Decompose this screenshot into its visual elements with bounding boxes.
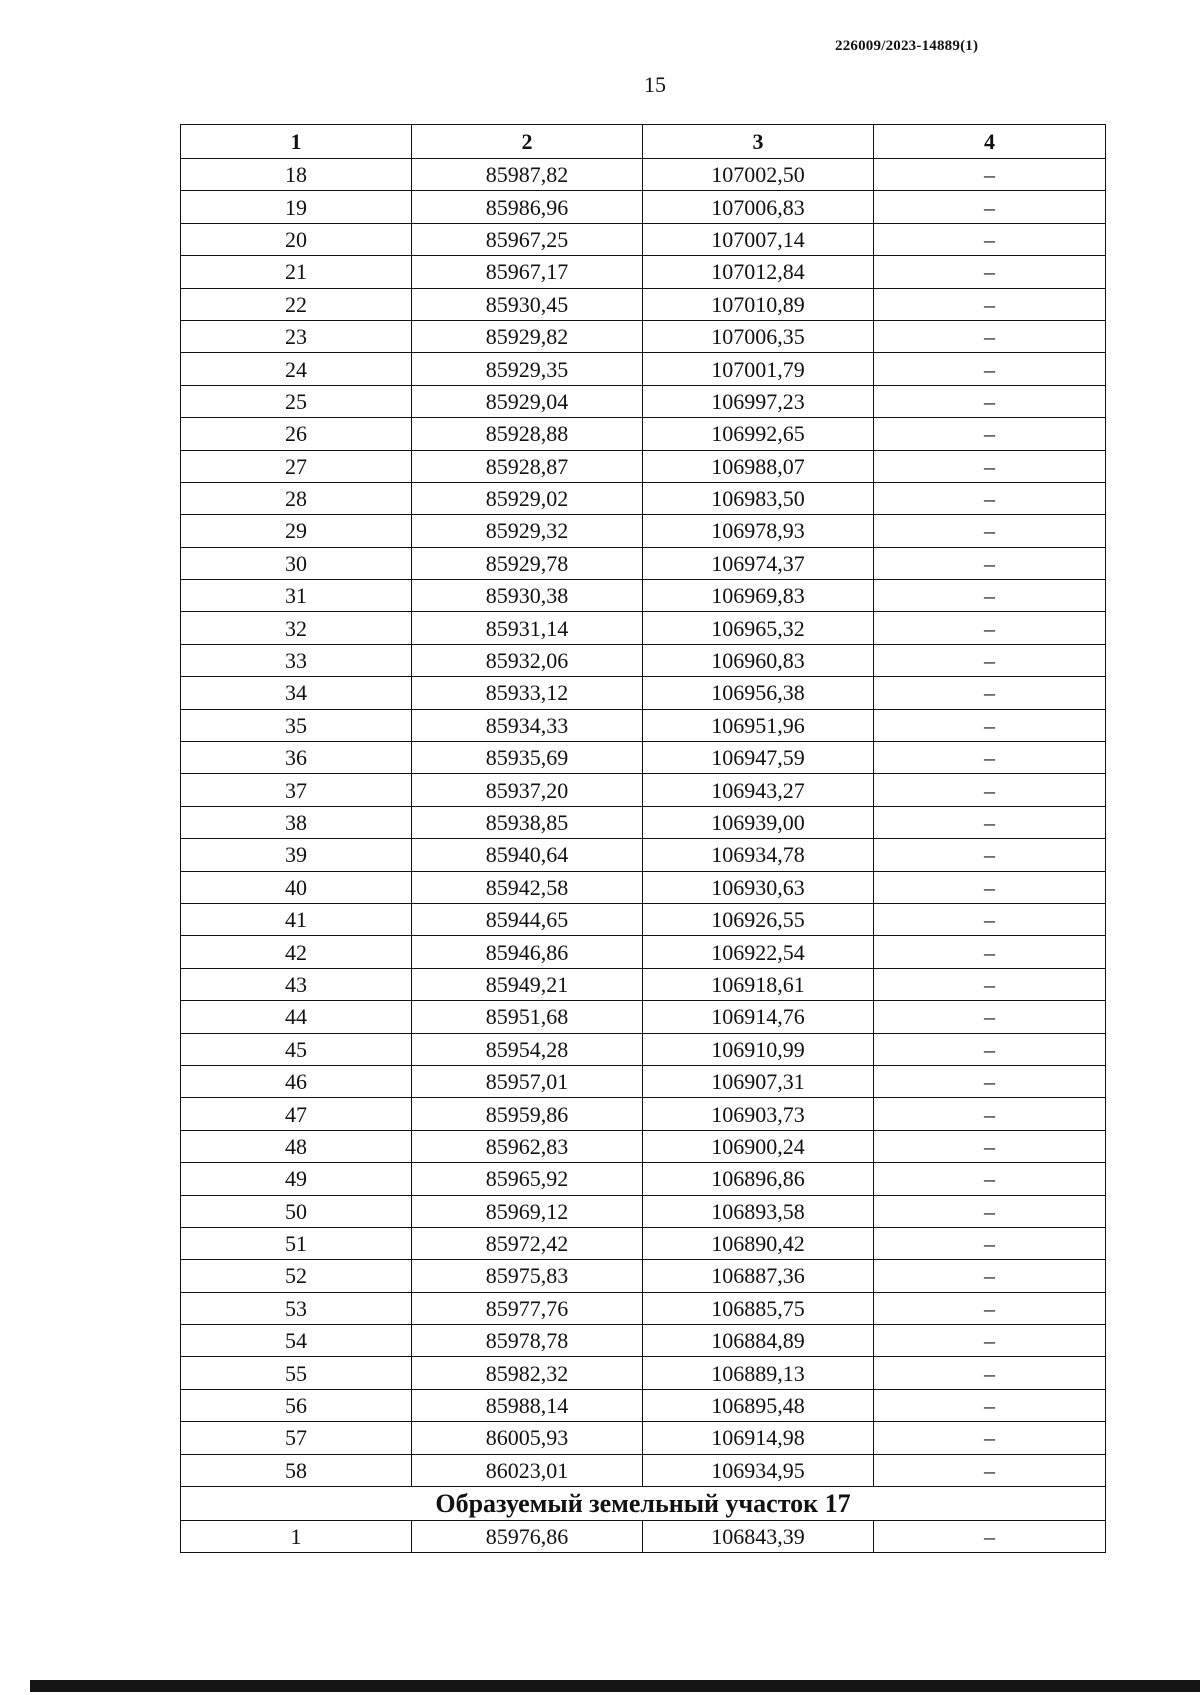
y-coordinate-cell: 106914,98 [643, 1422, 874, 1454]
y-coordinate-cell: 106895,48 [643, 1389, 874, 1421]
note-cell: – [874, 580, 1106, 612]
note-cell: – [874, 288, 1106, 320]
y-coordinate-cell: 106939,00 [643, 806, 874, 838]
point-number-cell: 28 [181, 482, 412, 514]
x-coordinate-cell: 85962,83 [412, 1130, 643, 1162]
x-coordinate-cell: 85969,12 [412, 1195, 643, 1227]
point-number-cell: 55 [181, 1357, 412, 1389]
note-cell: – [874, 677, 1106, 709]
y-coordinate-cell: 106983,50 [643, 482, 874, 514]
table-row [181, 742, 1106, 774]
y-coordinate-cell: 106934,78 [643, 839, 874, 871]
table-row [181, 1195, 1106, 1227]
point-number-cell: 40 [181, 871, 412, 903]
x-coordinate-cell: 85930,45 [412, 288, 643, 320]
table-row [181, 191, 1106, 223]
column-header: 2 [412, 125, 643, 159]
x-coordinate-cell: 85942,58 [412, 871, 643, 903]
note-cell: – [874, 1357, 1106, 1389]
point-number-cell: 18 [181, 159, 412, 191]
table-row [181, 612, 1106, 644]
point-number-cell: 49 [181, 1163, 412, 1195]
x-coordinate-cell: 85982,32 [412, 1357, 643, 1389]
note-cell: – [874, 612, 1106, 644]
table-row [181, 1163, 1106, 1195]
note-cell: – [874, 1001, 1106, 1033]
table-row [181, 482, 1106, 514]
y-coordinate-cell: 106907,31 [643, 1065, 874, 1097]
y-coordinate-cell: 107002,50 [643, 159, 874, 191]
point-number-cell: 57 [181, 1422, 412, 1454]
column-header: 4 [874, 125, 1106, 159]
y-coordinate-cell: 106978,93 [643, 515, 874, 547]
note-cell: – [874, 968, 1106, 1000]
point-number-cell: 52 [181, 1260, 412, 1292]
x-coordinate-cell: 85935,69 [412, 742, 643, 774]
point-number-cell: 42 [181, 936, 412, 968]
y-coordinate-cell: 107006,35 [643, 320, 874, 352]
x-coordinate-cell: 85933,12 [412, 677, 643, 709]
note-cell: – [874, 774, 1106, 806]
y-coordinate-cell: 106914,76 [643, 1001, 874, 1033]
x-coordinate-cell: 85967,17 [412, 256, 643, 288]
y-coordinate-cell: 106890,42 [643, 1227, 874, 1259]
section-row [181, 1487, 1106, 1521]
x-coordinate-cell: 85928,88 [412, 418, 643, 450]
table-header-row [181, 125, 1106, 159]
point-number-cell: 29 [181, 515, 412, 547]
y-coordinate-cell: 106956,38 [643, 677, 874, 709]
table-row [181, 839, 1106, 871]
table-row [181, 515, 1106, 547]
note-cell: – [874, 159, 1106, 191]
x-coordinate-cell: 85988,14 [412, 1389, 643, 1421]
note-cell: – [874, 1098, 1106, 1130]
point-number-cell: 24 [181, 353, 412, 385]
point-number-cell: 48 [181, 1130, 412, 1162]
note-cell: – [874, 709, 1106, 741]
table-row [181, 1389, 1106, 1421]
point-number-cell: 39 [181, 839, 412, 871]
note-cell: – [874, 418, 1106, 450]
point-number-cell: 37 [181, 774, 412, 806]
x-coordinate-cell: 85959,86 [412, 1098, 643, 1130]
note-cell: – [874, 353, 1106, 385]
y-coordinate-cell: 106889,13 [643, 1357, 874, 1389]
note-cell: – [874, 1292, 1106, 1324]
x-coordinate-cell: 85929,04 [412, 385, 643, 417]
note-cell: – [874, 223, 1106, 255]
note-cell: – [874, 742, 1106, 774]
y-coordinate-cell: 106887,36 [643, 1260, 874, 1292]
note-cell: – [874, 1389, 1106, 1421]
x-coordinate-cell: 85929,35 [412, 353, 643, 385]
note-cell: – [874, 547, 1106, 579]
point-number-cell: 54 [181, 1325, 412, 1357]
table-row [181, 418, 1106, 450]
point-number-cell: 38 [181, 806, 412, 838]
table-row [181, 1357, 1106, 1389]
point-number-cell: 41 [181, 903, 412, 935]
note-cell: – [874, 839, 1106, 871]
note-cell: – [874, 256, 1106, 288]
point-number-cell: 30 [181, 547, 412, 579]
note-cell: – [874, 515, 1106, 547]
x-coordinate-cell: 85957,01 [412, 1065, 643, 1097]
note-cell: – [874, 644, 1106, 676]
x-coordinate-cell: 85946,86 [412, 936, 643, 968]
table-row [181, 320, 1106, 352]
table-row [181, 580, 1106, 612]
point-number-cell: 51 [181, 1227, 412, 1259]
table-row [181, 385, 1106, 417]
table-row [181, 1422, 1106, 1454]
point-number-cell: 58 [181, 1454, 412, 1486]
x-coordinate-cell: 85932,06 [412, 644, 643, 676]
y-coordinate-cell: 106934,95 [643, 1454, 874, 1486]
x-coordinate-cell: 85965,92 [412, 1163, 643, 1195]
point-number-cell: 25 [181, 385, 412, 417]
table-row [181, 1227, 1106, 1259]
point-number-cell: 32 [181, 612, 412, 644]
note-cell: – [874, 482, 1106, 514]
note-cell: – [874, 1260, 1106, 1292]
table-row [181, 1033, 1106, 1065]
x-coordinate-cell: 85929,02 [412, 482, 643, 514]
page-number: 15 [644, 72, 666, 97]
point-number-cell: 1 [181, 1521, 412, 1553]
x-coordinate-cell: 85934,33 [412, 709, 643, 741]
table-row [181, 677, 1106, 709]
column-header: 3 [643, 125, 874, 159]
note-cell: – [874, 191, 1106, 223]
x-coordinate-cell: 85937,20 [412, 774, 643, 806]
point-number-cell: 31 [181, 580, 412, 612]
y-coordinate-cell: 107006,83 [643, 191, 874, 223]
table-row [181, 1098, 1106, 1130]
x-coordinate-cell: 85951,68 [412, 1001, 643, 1033]
note-cell: – [874, 1065, 1106, 1097]
table-row [181, 288, 1106, 320]
table-row [181, 1065, 1106, 1097]
y-coordinate-cell: 106965,32 [643, 612, 874, 644]
x-coordinate-cell: 85972,42 [412, 1227, 643, 1259]
point-number-cell: 53 [181, 1292, 412, 1324]
scan-edge-bar [30, 1680, 1200, 1692]
table-row [181, 353, 1106, 385]
x-coordinate-cell: 85928,87 [412, 450, 643, 482]
y-coordinate-cell: 106969,83 [643, 580, 874, 612]
y-coordinate-cell: 106997,23 [643, 385, 874, 417]
table-row [181, 871, 1106, 903]
x-coordinate-cell: 85938,85 [412, 806, 643, 838]
point-number-cell: 46 [181, 1065, 412, 1097]
table-body [181, 159, 1106, 1553]
note-cell: – [874, 1163, 1106, 1195]
x-coordinate-cell: 85929,32 [412, 515, 643, 547]
y-coordinate-cell: 106960,83 [643, 644, 874, 676]
note-cell: – [874, 1195, 1106, 1227]
note-cell: – [874, 1422, 1106, 1454]
y-coordinate-cell: 106947,59 [643, 742, 874, 774]
note-cell: – [874, 1521, 1106, 1553]
table-row [181, 256, 1106, 288]
point-number-cell: 34 [181, 677, 412, 709]
y-coordinate-cell: 106943,27 [643, 774, 874, 806]
y-coordinate-cell: 106896,86 [643, 1163, 874, 1195]
point-number-cell: 21 [181, 256, 412, 288]
x-coordinate-cell: 85929,78 [412, 547, 643, 579]
point-number-cell: 56 [181, 1389, 412, 1421]
point-number-cell: 44 [181, 1001, 412, 1033]
table-row [181, 774, 1106, 806]
table-row [181, 1260, 1106, 1292]
y-coordinate-cell: 106930,63 [643, 871, 874, 903]
y-coordinate-cell: 106893,58 [643, 1195, 874, 1227]
point-number-cell: 45 [181, 1033, 412, 1065]
x-coordinate-cell: 85967,25 [412, 223, 643, 255]
table-row [181, 1001, 1106, 1033]
column-header: 1 [181, 125, 412, 159]
point-number-cell: 19 [181, 191, 412, 223]
note-cell: – [874, 903, 1106, 935]
x-coordinate-cell: 85987,82 [412, 159, 643, 191]
note-cell: – [874, 1130, 1106, 1162]
table-row [181, 1521, 1106, 1553]
x-coordinate-cell: 85975,83 [412, 1260, 643, 1292]
note-cell: – [874, 320, 1106, 352]
note-cell: – [874, 936, 1106, 968]
y-coordinate-cell: 106988,07 [643, 450, 874, 482]
point-number-cell: 43 [181, 968, 412, 1000]
x-coordinate-cell: 86005,93 [412, 1422, 643, 1454]
note-cell: – [874, 450, 1106, 482]
x-coordinate-cell: 85940,64 [412, 839, 643, 871]
table-row [181, 1325, 1106, 1357]
y-coordinate-cell: 106910,99 [643, 1033, 874, 1065]
note-cell: – [874, 806, 1106, 838]
y-coordinate-cell: 106884,89 [643, 1325, 874, 1357]
table-row [181, 223, 1106, 255]
table-row [181, 450, 1106, 482]
y-coordinate-cell: 106843,39 [643, 1521, 874, 1553]
point-number-cell: 20 [181, 223, 412, 255]
coordinates-table [180, 124, 1106, 1553]
x-coordinate-cell: 85954,28 [412, 1033, 643, 1065]
table-row [181, 159, 1106, 191]
note-cell: – [874, 1454, 1106, 1486]
note-cell: – [874, 1325, 1106, 1357]
x-coordinate-cell: 85930,38 [412, 580, 643, 612]
section-title: Образуемый земельный участок 17 [181, 1487, 1106, 1521]
y-coordinate-cell: 106974,37 [643, 547, 874, 579]
table-row [181, 1130, 1106, 1162]
point-number-cell: 36 [181, 742, 412, 774]
x-coordinate-cell: 85976,86 [412, 1521, 643, 1553]
document-number: 226009/2023-14889(1) [835, 38, 979, 54]
y-coordinate-cell: 107007,14 [643, 223, 874, 255]
x-coordinate-cell: 85929,82 [412, 320, 643, 352]
table-row [181, 644, 1106, 676]
table-row [181, 547, 1106, 579]
x-coordinate-cell: 85931,14 [412, 612, 643, 644]
point-number-cell: 50 [181, 1195, 412, 1227]
x-coordinate-cell: 86023,01 [412, 1454, 643, 1486]
y-coordinate-cell: 107012,84 [643, 256, 874, 288]
y-coordinate-cell: 106900,24 [643, 1130, 874, 1162]
point-number-cell: 27 [181, 450, 412, 482]
y-coordinate-cell: 106922,54 [643, 936, 874, 968]
table-row [181, 709, 1106, 741]
point-number-cell: 35 [181, 709, 412, 741]
x-coordinate-cell: 85977,76 [412, 1292, 643, 1324]
table-row [181, 806, 1106, 838]
x-coordinate-cell: 85944,65 [412, 903, 643, 935]
x-coordinate-cell: 85986,96 [412, 191, 643, 223]
table-row [181, 1454, 1106, 1486]
note-cell: – [874, 871, 1106, 903]
y-coordinate-cell: 106926,55 [643, 903, 874, 935]
y-coordinate-cell: 107010,89 [643, 288, 874, 320]
y-coordinate-cell: 106885,75 [643, 1292, 874, 1324]
table-row [181, 968, 1106, 1000]
y-coordinate-cell: 106992,65 [643, 418, 874, 450]
point-number-cell: 26 [181, 418, 412, 450]
table-row [181, 1292, 1106, 1324]
note-cell: – [874, 385, 1106, 417]
y-coordinate-cell: 107001,79 [643, 353, 874, 385]
table-row [181, 903, 1106, 935]
y-coordinate-cell: 106903,73 [643, 1098, 874, 1130]
point-number-cell: 33 [181, 644, 412, 676]
table-row [181, 936, 1106, 968]
note-cell: – [874, 1227, 1106, 1259]
y-coordinate-cell: 106951,96 [643, 709, 874, 741]
x-coordinate-cell: 85949,21 [412, 968, 643, 1000]
y-coordinate-cell: 106918,61 [643, 968, 874, 1000]
note-cell: – [874, 1033, 1106, 1065]
x-coordinate-cell: 85978,78 [412, 1325, 643, 1357]
point-number-cell: 23 [181, 320, 412, 352]
point-number-cell: 47 [181, 1098, 412, 1130]
point-number-cell: 22 [181, 288, 412, 320]
